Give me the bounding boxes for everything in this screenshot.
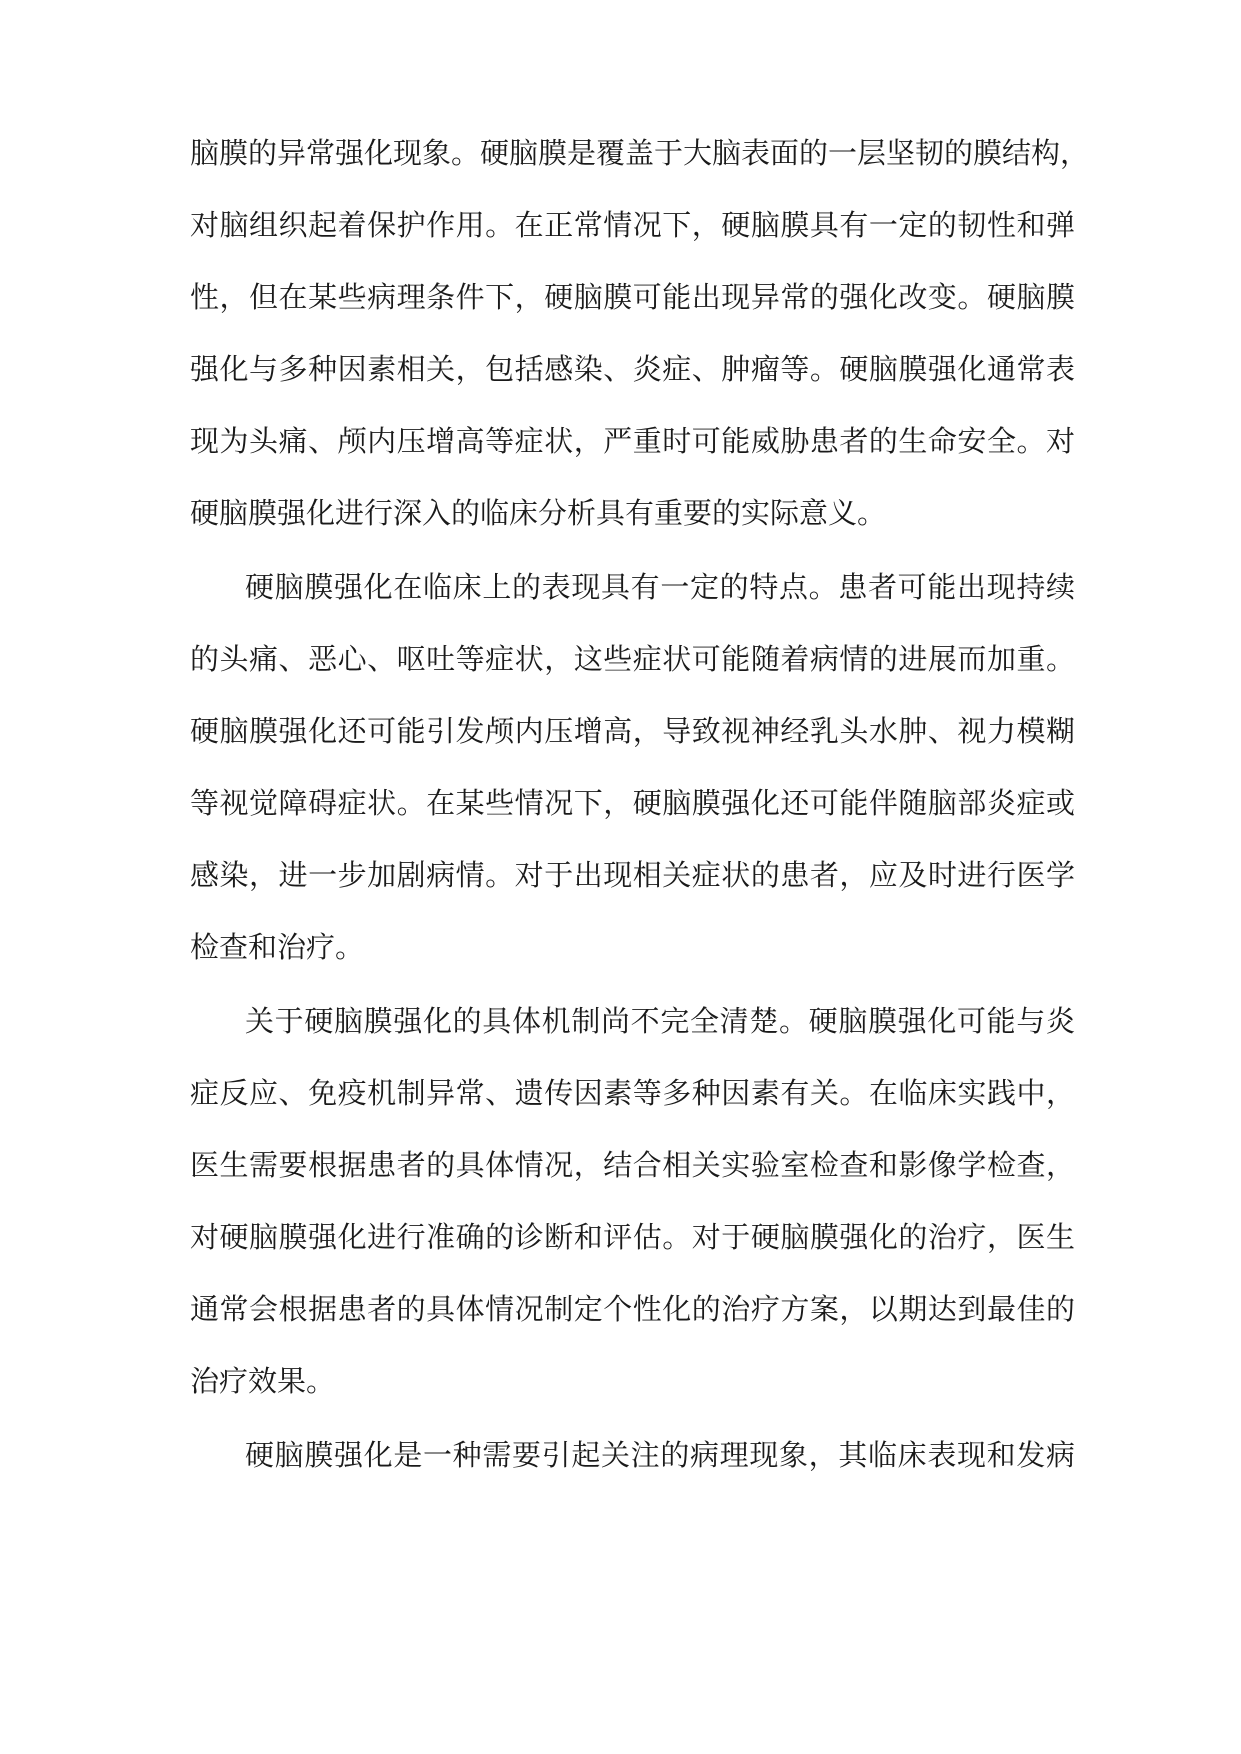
text-line: 性，但在某些病理条件下，硬脑膜可能出现异常的强化改变。硬脑膜: [190, 280, 1075, 314]
text-line: 脑膜的异常强化现象。硬脑膜是覆盖于大脑表面的一层坚韧的膜结构，: [190, 136, 1090, 170]
text-line: 医生需要根据患者的具体情况，结合相关实验室检查和影像学检查，: [190, 1148, 1075, 1182]
text-line: 对脑组织起着保护作用。在正常情况下，硬脑膜具有一定的韧性和弹: [190, 208, 1075, 242]
text-line: 检查和治疗。: [190, 930, 365, 964]
text-line: 现为头痛、颅内压增高等症状，严重时可能威胁患者的生命安全。对: [190, 424, 1075, 458]
text-line: 症反应、免疫机制异常、遗传因素等多种因素有关。在临床实践中，: [190, 1076, 1075, 1110]
text-line: 感染，进一步加剧病情。对于出现相关症状的患者，应及时进行医学: [190, 858, 1075, 892]
text-line: 硬脑膜强化是一种需要引起关注的病理现象，其临床表现和发病: [245, 1438, 1075, 1472]
text-line: 等视觉障碍症状。在某些情况下，硬脑膜强化还可能伴随脑部炎症或: [190, 786, 1075, 820]
text-line: 通常会根据患者的具体情况制定个性化的治疗方案，以期达到最佳的: [190, 1292, 1075, 1326]
text-line: 关于硬脑膜强化的具体机制尚不完全清楚。硬脑膜强化可能与炎: [245, 1004, 1075, 1038]
text-line: 的头痛、恶心、呕吐等症状，这些症状可能随着病情的进展而加重。: [190, 642, 1075, 676]
text-line: 对硬脑膜强化进行准确的诊断和评估。对于硬脑膜强化的治疗，医生: [190, 1220, 1075, 1254]
text-line: 强化与多种因素相关，包括感染、炎症、肿瘤等。硬脑膜强化通常表: [190, 352, 1075, 386]
text-line: 硬脑膜强化进行深入的临床分析具有重要的实际意义。: [190, 496, 887, 530]
text-line: 硬脑膜强化还可能引发颅内压增高，导致视神经乳头水肿、视力模糊: [190, 714, 1075, 748]
text-line: 硬脑膜强化在临床上的表现具有一定的特点。患者可能出现持续: [245, 570, 1075, 604]
text-line: 治疗效果。: [190, 1364, 336, 1398]
